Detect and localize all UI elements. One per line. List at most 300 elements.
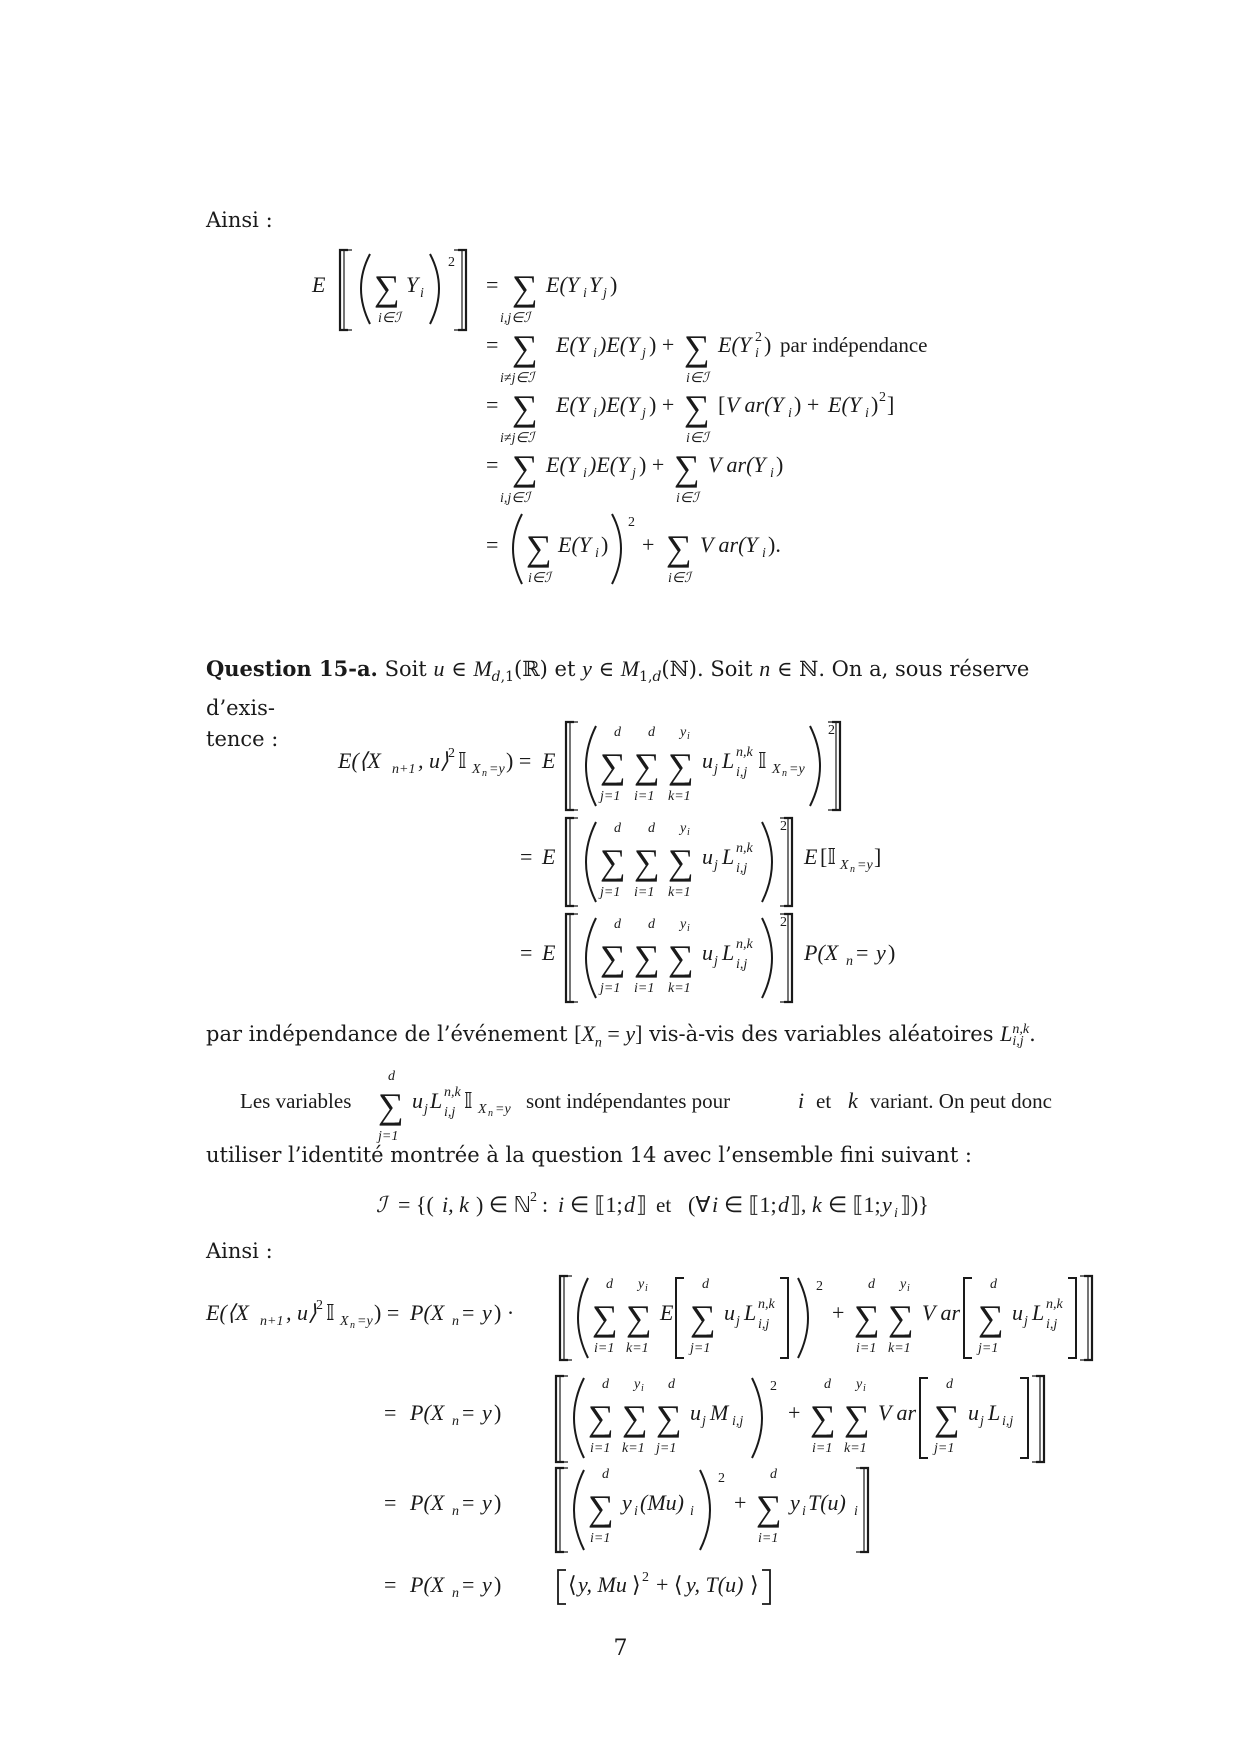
equation-block-2 [330,720,930,1015]
svg-text:y: y [622,1490,632,1515]
svg-text:y, T(u): y, T(u) [686,1572,744,1597]
svg-text:=y: =y [495,1102,511,1117]
svg-text:j: j [424,1102,428,1117]
svg-text:Y: Y [406,272,419,297]
svg-text:i: i [645,1283,648,1294]
svg-text:i: i [788,406,792,421]
svg-text:y: y [638,1277,645,1292]
svg-text:+ ⟨: + ⟨ [656,1572,683,1597]
svg-text:∑: ∑ [656,1398,682,1438]
svg-text:i=1: i=1 [856,1341,877,1356]
svg-text:[𝕀: [𝕀 [820,844,836,869]
svg-text:i,j: i,j [444,1105,456,1120]
svg-text:d: d [614,725,621,740]
svg-text:i: i [641,1383,644,1394]
svg-text:i=1: i=1 [590,1441,611,1456]
svg-text:∈ ⟦1;: ∈ ⟦1; [570,1192,623,1217]
svg-text:2: 2 [530,1190,537,1205]
svg-text:∑: ∑ [668,842,694,882]
svg-text:i: i [865,406,869,421]
svg-text:∑: ∑ [634,938,660,978]
svg-text:y: y [482,1572,492,1597]
svg-text:d: d [778,1192,789,1217]
svg-text:L: L [744,1300,757,1325]
svg-text:=y: =y [789,762,805,777]
svg-text:y: y [856,1377,863,1392]
independance-text-a: par indépendance de l’événement [206,1022,568,1046]
svg-text:T(u): T(u) [808,1490,846,1515]
svg-text:X: X [478,1102,487,1117]
svg-text:E(Y: E(Y [558,532,591,557]
svg-text:): ) [776,452,784,477]
svg-text:i: i [854,1504,858,1519]
svg-text:j=1: j=1 [600,981,621,996]
svg-text:L: L [722,940,735,965]
svg-text:i: i [583,286,587,301]
svg-text:L: L [430,1088,443,1113]
svg-text:k=1: k=1 [668,885,691,900]
svg-text:y: y [876,940,886,965]
svg-text:d: d [648,821,655,836]
svg-text:i∈ℐ: i∈ℐ [676,491,699,506]
svg-text:⟨: ⟨ [568,1572,577,1597]
paragraph-variables-line1 [236,1066,1096,1151]
svg-text:E: E [660,1300,674,1325]
svg-text:∑: ∑ [668,938,694,978]
svg-text:): ) [610,272,618,297]
svg-text:E(Y: E(Y [556,332,589,357]
svg-text:j=1: j=1 [690,1341,711,1356]
svg-text:d: d [702,1277,709,1292]
svg-text:n,k: n,k [1046,1297,1063,1312]
svg-text:+: + [642,532,655,557]
svg-text:i,j: i,j [736,957,748,972]
svg-text:L: L [1032,1300,1045,1325]
svg-text:j: j [642,346,646,361]
svg-text:i,j: i,j [1002,1414,1014,1429]
svg-text:k=1: k=1 [888,1341,911,1356]
svg-text:=y: =y [857,858,873,873]
svg-text:i: i [687,923,690,934]
svg-text:∑: ∑ [588,1488,614,1528]
svg-text:i,j: i,j [1046,1317,1058,1332]
svg-text:2: 2 [780,915,787,930]
svg-text:=: = [486,392,499,417]
svg-text:k=1: k=1 [626,1341,649,1356]
svg-text:𝕀: 𝕀 [758,748,767,773]
svg-text:P(X: P(X [410,1300,445,1325]
svg-text:i∈ℐ: i∈ℐ [378,311,401,326]
svg-text:y: y [482,1400,492,1425]
svg-text:=: = [486,272,499,297]
svg-text:): ) [888,940,896,965]
svg-text:i,j: i,j [736,861,748,876]
svg-text:i=1: i=1 [634,885,655,900]
paragraph-ainsi-1: Ainsi : [206,208,273,232]
svg-text:): ) [494,1490,502,1515]
svg-text:u: u [968,1400,979,1425]
svg-text:d: d [614,917,621,932]
svg-text:i: i [894,1206,898,1221]
svg-text:): ) [494,1572,502,1597]
question-text-a: Soit [384,657,427,681]
svg-text:u: u [702,844,713,869]
svg-text:i: i [593,406,597,421]
page-number: 7 [613,1636,628,1661]
svg-text:) +: ) + [649,332,675,357]
svg-text:i: i [755,346,759,361]
svg-text:V ar(Y: V ar(Y [708,452,766,477]
svg-text:∑: ∑ [378,1086,404,1126]
svg-text:2: 2 [642,1570,649,1585]
svg-text:∑: ∑ [668,746,694,786]
svg-text:X: X [840,858,849,873]
svg-text:u: u [702,940,713,965]
svg-text:j: j [1024,1314,1028,1329]
svg-text:i: i [595,546,599,561]
svg-text:E(Y: E(Y [556,392,589,417]
svg-text:X: X [340,1314,349,1329]
svg-text:+: + [734,1490,747,1515]
svg-text:∑: ∑ [634,746,660,786]
svg-text:=y: =y [357,1314,373,1329]
svg-text:V ar: V ar [878,1400,917,1425]
svg-text:) ·: ) · [494,1300,515,1325]
svg-text:=: = [486,452,499,477]
svg-text:)E(Y: )E(Y [599,392,640,417]
svg-text:j: j [980,1414,984,1429]
svg-text:E: E [542,940,556,965]
svg-text:∑: ∑ [756,1488,782,1528]
svg-text:i∈ℐ: i∈ℐ [686,371,709,386]
svg-text:i: i [593,346,597,361]
svg-text:i=1: i=1 [590,1531,611,1546]
svg-text:i,j∈ℐ: i,j∈ℐ [500,311,531,326]
svg-text:[: [ [718,392,726,417]
svg-text:n: n [452,1586,459,1601]
svg-text:E(Y: E(Y [718,332,751,357]
svg-text:, u⟩: , u⟩ [286,1300,317,1325]
svg-text:)E(Y: )E(Y [589,452,630,477]
svg-text:j=1: j=1 [600,789,621,804]
svg-text:∈ ⟦1;: ∈ ⟦1; [828,1192,881,1217]
svg-text:X: X [772,762,781,777]
svg-text:y: y [680,821,687,836]
svg-text:i=1: i=1 [634,981,655,996]
svg-text:n,k: n,k [736,937,753,952]
variables-text-c: et [816,1089,832,1113]
svg-text:j: j [603,286,607,301]
svg-text:y: y [680,917,687,932]
svg-text:V ar: V ar [922,1300,961,1325]
svg-text:=: = [384,1490,397,1515]
svg-text:i,j: i,j [736,765,748,780]
svg-text:∑: ∑ [844,1398,870,1438]
svg-text:n: n [350,1320,355,1331]
svg-text:n,k: n,k [758,1297,775,1312]
svg-text:j=1: j=1 [378,1129,399,1144]
svg-text:=: = [384,1572,397,1597]
svg-text:k: k [848,1088,858,1113]
svg-text:2: 2 [770,1379,777,1394]
svg-text:∑: ∑ [674,448,700,488]
svg-text:k=1: k=1 [668,789,691,804]
svg-text:d: d [824,1377,831,1392]
svg-text:u: u [702,748,713,773]
svg-text:∑: ∑ [512,388,538,428]
svg-text:d: d [614,821,621,836]
svg-text:j: j [736,1314,740,1329]
svg-text:⟧: ⟧ [636,1192,647,1217]
svg-text:): ) [871,392,879,417]
svg-text:∑: ∑ [854,1298,880,1338]
svg-text:j: j [714,954,718,969]
svg-text:d: d [946,1377,953,1392]
svg-text:): ) [494,1400,502,1425]
svg-text:=: = [462,1300,475,1325]
svg-text:i: i [558,1192,565,1217]
svg-text:d: d [990,1277,997,1292]
svg-text:(Mu): (Mu) [640,1490,684,1515]
svg-text:∑: ∑ [600,746,626,786]
svg-text:𝕀: 𝕀 [326,1300,335,1325]
svg-text:k: k [812,1192,822,1217]
svg-text:L: L [988,1400,1001,1425]
svg-text:∑: ∑ [626,1298,652,1338]
svg-text:∑: ∑ [978,1298,1004,1338]
svg-text:i: i [762,546,766,561]
svg-text:E(Y: E(Y [546,452,579,477]
svg-text:∑: ∑ [690,1298,716,1338]
svg-text:⟩: ⟩ [632,1572,641,1597]
svg-text:2: 2 [628,515,635,530]
svg-text:)E(Y: )E(Y [599,332,640,357]
svg-text:n: n [452,1314,459,1329]
svg-text:=: = [856,940,869,965]
svg-text:2: 2 [828,723,835,738]
svg-text:∑: ∑ [512,448,538,488]
svg-text:∑: ∑ [634,842,660,882]
svg-text:y: y [900,1277,907,1292]
svg-text:∑: ∑ [810,1398,836,1438]
svg-text:=: = [462,1490,475,1515]
svg-text:).: ). [768,532,781,557]
svg-text:n: n [782,768,787,779]
svg-text:∑: ∑ [684,388,710,428]
question-text-b: et [554,657,576,681]
svg-text:2: 2 [755,330,762,345]
svg-text:∑: ∑ [666,528,692,568]
svg-text:E(Y: E(Y [546,272,579,297]
svg-text:=: = [462,1572,475,1597]
svg-text:u: u [412,1088,423,1113]
svg-text:) =: ) = [374,1300,400,1325]
svg-text:L: L [722,748,735,773]
svg-text:]: ] [887,392,895,417]
svg-text:j: j [714,858,718,873]
svg-text:E: E [542,844,556,869]
svg-text::: : [542,1192,549,1217]
svg-text:2: 2 [879,390,886,405]
svg-text:=y: =y [489,762,505,777]
svg-text:d: d [770,1467,777,1482]
svg-text:i, k: i, k [442,1192,469,1217]
svg-text:∑: ∑ [622,1398,648,1438]
svg-text:i=1: i=1 [812,1441,833,1456]
svg-text:): ) [601,532,609,557]
svg-text:=: = [462,1400,475,1425]
svg-text:j: j [714,762,718,777]
svg-text:i: i [798,1088,805,1113]
svg-text:i: i [802,1504,806,1519]
svg-text:E(⟨X: E(⟨X [338,748,381,773]
svg-text:i: i [420,286,424,301]
svg-text:2: 2 [448,746,455,761]
svg-text:y: y [882,1192,892,1217]
paragraph-ainsi-2: Ainsi : [206,1239,273,1263]
svg-text:d: d [668,1377,675,1392]
svg-text:=: = [486,532,499,557]
svg-text:E: E [804,844,818,869]
svg-text:∑: ∑ [512,328,538,368]
svg-text:) ∈ ℕ: ) ∈ ℕ [476,1192,532,1217]
svg-text:L: L [722,844,735,869]
svg-text:u: u [690,1400,701,1425]
svg-text:n: n [488,1108,493,1119]
svg-text:i≠j∈ℐ: i≠j∈ℐ [500,371,535,386]
svg-text:i: i [770,466,774,481]
svg-text:∑: ∑ [588,1398,614,1438]
question-text-line2: tence : [206,727,279,752]
svg-text:n+1: n+1 [392,762,416,777]
svg-text:E: E [312,272,326,297]
svg-text:M: M [710,1400,729,1425]
svg-text:𝕀: 𝕀 [464,1088,473,1113]
svg-text:=: = [486,332,499,357]
svg-text:n: n [850,864,855,875]
svg-text:n,k: n,k [444,1085,461,1100]
svg-text:P(X: P(X [804,940,839,965]
svg-text:i≠j∈ℐ: i≠j∈ℐ [500,431,535,446]
svg-text:i: i [907,1283,910,1294]
svg-text:n,k: n,k [736,745,753,760]
svg-text:2: 2 [780,819,787,834]
svg-text:j=1: j=1 [600,885,621,900]
svg-text:n: n [452,1504,459,1519]
svg-text:i: i [712,1192,719,1217]
svg-text:2: 2 [316,1298,323,1313]
svg-text:d: d [868,1277,875,1292]
variables-text-b: sont indépendantes pour [526,1089,731,1113]
svg-text:d: d [624,1192,635,1217]
question-15a-paragraph: Question 15-a. Soit u ∈ $M_{d,1}(ℝ)$ et y ∈ $M_{1,d}(ℕ)$. Soit n ∈ ℕ. On a, sous réserve d’exis- tence : [206,656,1030,752]
svg-text:+: + [788,1400,801,1425]
svg-text:V ar(Y: V ar(Y [700,532,758,557]
svg-text:]: ] [874,844,882,869]
svg-text:n: n [482,768,487,779]
svg-text:∑: ∑ [934,1398,960,1438]
svg-text:V ar(Y: V ar(Y [726,392,784,417]
svg-text:X: X [472,762,481,777]
svg-text:y: y [790,1490,800,1515]
svg-text:) +: ) + [794,392,820,417]
svg-text:) =: ) = [506,748,532,773]
svg-text:d: d [388,1069,395,1084]
svg-text:𝕀: 𝕀 [458,748,467,773]
svg-text:n: n [452,1414,459,1429]
svg-text:∑: ∑ [888,1298,914,1338]
svg-text:i: i [687,827,690,838]
svg-text:∑: ∑ [600,842,626,882]
svg-text:y: y [634,1377,641,1392]
svg-text:k=1: k=1 [844,1441,867,1456]
svg-text:⟧)}: ⟧)} [900,1192,929,1217]
svg-text:i: i [583,466,587,481]
svg-text:k=1: k=1 [622,1441,645,1456]
svg-text:E(Y: E(Y [828,392,861,417]
svg-text:u: u [724,1300,735,1325]
svg-text:n: n [846,954,853,969]
svg-text:ℐ: ℐ [376,1192,387,1217]
svg-text:j: j [632,466,636,481]
svg-text:∑: ∑ [600,938,626,978]
svg-text:j: j [642,406,646,421]
svg-text:i=1: i=1 [594,1341,615,1356]
variables-text-d: variant. On peut donc [870,1089,1052,1113]
svg-text:n,k: n,k [736,841,753,856]
svg-text:i=1: i=1 [634,789,655,804]
svg-text:∑: ∑ [684,328,710,368]
svg-text:j=1: j=1 [934,1441,955,1456]
svg-text:i=1: i=1 [758,1531,779,1546]
svg-text:P(X: P(X [410,1400,445,1425]
svg-text:i: i [690,1504,694,1519]
set-def-word: et [656,1193,672,1217]
svg-text:j: j [702,1414,706,1429]
svg-text:k=1: k=1 [668,981,691,996]
svg-text:∑: ∑ [526,528,552,568]
svg-text:y: y [680,725,687,740]
svg-text:Y: Y [589,272,602,297]
svg-text:+: + [832,1300,845,1325]
svg-text:) +: ) + [639,452,665,477]
svg-text:=: = [520,940,533,965]
svg-text:2: 2 [816,1279,823,1294]
svg-text:∑: ∑ [592,1298,618,1338]
variables-text-a: Les variables [240,1089,352,1113]
svg-text:E: E [542,748,556,773]
svg-text:⟧,: ⟧, [790,1192,807,1217]
independance-text-b: vis-à-vis des variables aléatoires [649,1022,994,1046]
paragraph-independance: par indépendance de l’événement $[X_n = y]$ vis-à-vis des variables aléatoires Ln,k i,j . [206,1021,1036,1051]
question-text-d: . On a, sous réserve d’exis- [206,657,1030,721]
svg-text:) +: ) + [649,392,675,417]
svg-text:2: 2 [448,255,455,270]
svg-text:j=1: j=1 [656,1441,677,1456]
svg-text:=: = [520,844,533,869]
svg-text:, u⟩: , u⟩ [418,748,449,773]
svg-text:j=1: j=1 [978,1341,999,1356]
svg-text:i∈ℐ: i∈ℐ [686,431,709,446]
svg-text:i,j∈ℐ: i,j∈ℐ [500,491,531,506]
svg-text:i: i [687,731,690,742]
svg-text:n+1: n+1 [260,1314,284,1329]
svg-text:): ) [764,332,772,357]
svg-text:E(⟨X: E(⟨X [206,1300,249,1325]
svg-text:i: i [863,1383,866,1394]
svg-text:P(X: P(X [410,1490,445,1515]
question-text-c: . Soit [697,657,753,681]
